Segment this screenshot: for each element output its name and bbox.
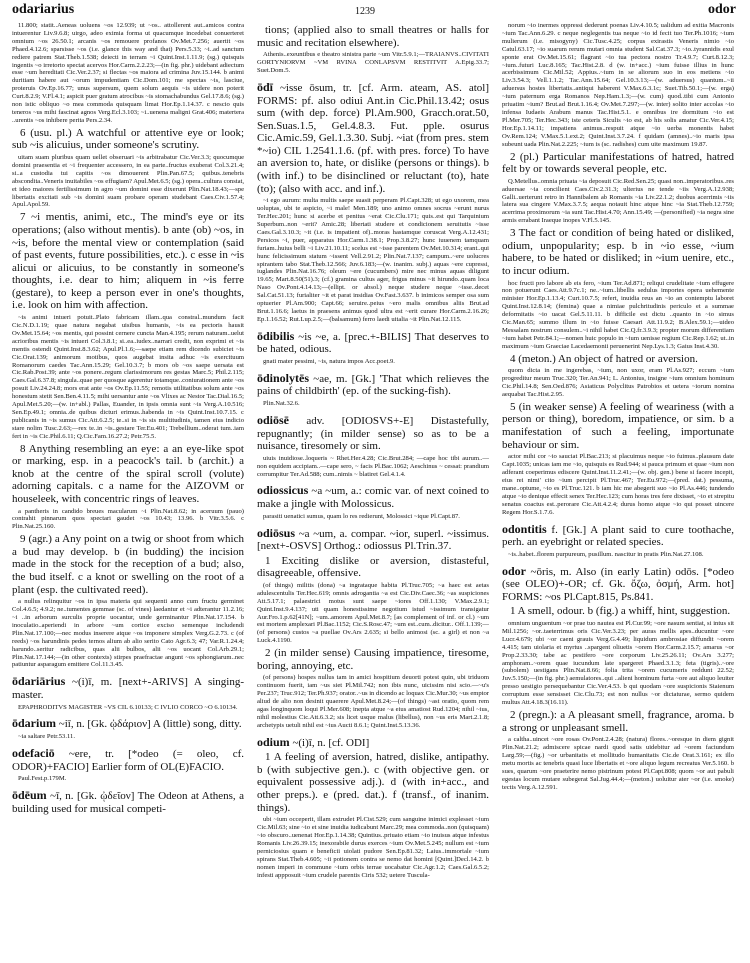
- sense-definition: 2 (pl.) Particular manifestations of hatred, hatred felt by or towards several people, etc.: [502, 150, 734, 176]
- sense-definition: 2 (in milder sense) Causing impatience, tiresome, boring, annoying, etc.: [257, 647, 489, 672]
- entry-head: [257, 736, 489, 750]
- dictionary-entry: [257, 484, 489, 520]
- citations: actor mihi cor ~io sauciat Pl.Bac.213; si placuimus neque ~io fuimus..plausum date Capt.1035; unicas iam me ~io, quisquis es Rud.944; si pauca primum et quae ~ium non adferant coeperimus ediscere Quint.Inst.11.2.41;—(w. obj. gen.) bene si facere incepit, eius rei nimi' cito ~ium percipit Pl.Truc.467; Ter.Eu.972;—(pred. dat.) pessuma, mane..optume, ~io es Pl.Truc.121. b iam hic me abegerit suo ~io Pl.As.446; tundendo atque ~io denique effecit senex Ter.Hec.123; cum horas tres fere dixisset, ~io et strepitu senatus coactus est..perorare Cic.Att.4.2.4; durus homo atque ~io qui posset uincere Regem Hor.S.1.7.6.: [502, 453, 734, 516]
- entry-head: [257, 484, 489, 510]
- entry-definition: ~isse ōsum, tr. [cf. Arm. ateam, AS. atol] FORMS: pf. also odiui Ant.in Cic.Phil.13.42; osus sum (with dep. force) Pl.Am.900, Gracch.orat.50, Sen.Suas.1.5, Gel.4.8.3. Fut. pple. osurus Cic.Amic.59, Gel.1.3.30. Subj. ~iat (from pres. stem *~io) CIL 1.2541.1.6. (pf. with pres. force) To have an aversion to, hate, or dislike (persons or things). b (with inf.) to be disinclined or reluctant (to), hate (to); (also with acc. and inf.).: [257, 81, 489, 195]
- citations: Plin.Nat.32.6.: [263, 400, 300, 408]
- dictionary-entry: [12, 747, 244, 783]
- dictionary-entry: [257, 372, 489, 408]
- entry-head: [502, 565, 734, 604]
- citations: ~is animi intueri potuit..Plato fabricam illam..qua constral..mundum facit Cic.N.D.1.19; quae natura negabat uisibus humanis, ~is ea pectoris hausit Ov.Met.15.64; ~os mentis, qui possint cernere cuncta Man.4.195; rerum naturam..uelut acrioribus mentis ~is intueri Col.3.8.1; si..ea..iudex..narrari credit, non exprimi et ~is mentis ostendi Quint.Inst.8.3.62; Apul.Pl.1.6;—saepe etiam rem dicendo subiciet ~is Cic.Orat.139; animorum motibus, quos augebat insita adhuc ~is exercituum Romanorum caedes Tac.Ann.15.29; Gel.10.3.7; b mors ob ~os saepe uersata est Cic.Rab.Post.39; ante ~os ponere..regum clarissimorum res gestas Marc.5; Phil.2.115; Caes.Gal.6.37.8; singula..quae per quosque agerentur totamque..coniurationem ante ~os posuit Liv.24.24.8; mors erat ante ~os Ov.Ep.11.55; remotis utilitatibus solum ante ~os honestum stetit Sen.Ben.4.11.5; mihi uersantur ante ~os Vlixes ac Nestor Tac.Dial.16.5; Apul.Met.5.20;—(w. in+abl.) Pallas, Euander, in ipsis omnia sunt ~is Verg.A.10.516; Sen.Ep.49.1; omnia..de quibus dicturi erimus..habenda in ~is Quint.Inst.10.7.15. c publicanis in ~is sumus Cic.Att.6.2.5; te..si in ~is sis multitudinis, tamen eius indicio stare nolim Tusc.2.63;—rex te..in ~is..gestare Ter.Eu.401; Trebellium..oderat tum..iam fert in ~is Cic.Phil.6.11; Q.Cic.Fam.16.27.2; Petr.75.5.: [12, 314, 244, 440]
- entry-head: [12, 789, 244, 815]
- lemma: ōdibilis: [257, 328, 295, 343]
- citations: 11.800; statit..Aeneas uoluens ~os 12.939; ut ~os.. attollerent aut..amicos contra intuerentur Liv.9.6.8; uirgo, adeo eximia forma ut quacumque incedebat conuerteret omnium ~os 26.50.1; arcanis ~os remouere profanos Ov.Met.7.256; auertit ~os Phaed.4.12.6; sparsisse ~os (i.e. glance this way and that) Pers.5.33; ~i..ad sanctum rediere patrem Stat.Theb.1.538; deiecti in terram ~i Quint.Inst.1.11.9; (sg.) quisquis ingentis ~o irretorto spectat acervos Hor.Carm.2.2.23;—(in fig. phr.) uidebant adiectum esse ~um hereditati Cic.Ver.2.37; si flectas ~os maiora ad crimina Juv.15.144. b animi duritiam habere aut ~orum impudentiam Cic.Dom.101; me spectas ~is, lasciue, proteruis Ov.Ep.16.77; unus supersum, quem solum aequis ~is uidere non poterit Curt.8.2.9; V.Fl.4.1; aspicit puer gratum atrocibus ~is stomachabundus Gel.17.8.6; (sg.) non istic obliquo ~o mea commoda quisquam limat Hor.Ep.1.14.37. c nescio quis teneros ~us mihi fascinat agnos Verg.Ecl.3.103; ~i..uenena maligni Grat.406; matertera ..urentis ~os inhibere perita Pers.2.34.: [12, 22, 244, 124]
- citations: a nullus relinquitur ~os in ipsa materia qui sequenti anno cum fructu germinet Col.4.6.5; 4.9.2; ne..tumentes gemmae (sc. of vines) laedantur et ~i adterantur 11.2.16; ~i ..in arborum surculis proprie uocantur, unde germinantur Plin.Nat.17.154. b inoculatio..aperiendi in arbore ~um cortice exciso semenque includendi Plin.Nat.17.100;—nec modus inserere atque ~os imponere simplex Verg.G.2.73. c (of reeds) ~os harundinis pedes ternos alium ab alio serito Cato Agr.6.3; 47; Var.R.1.24.4; harundo..seritur radicibus, quas alii bulbos, alii ~os uocant Col.Arb.29.1; Plin.Nat.17.144;—(in other contexts) stirpes praefractae angunt ~os sphongiarum..nec patiuntur asparagum emittere Col.11.3.45.: [12, 598, 244, 669]
- citations: uitam suam pluribus quam uellet obseruari ~is arbitrabatur Cic.Ver.3.3; quocumque domini praesentia et ~i frequenter accessero, in ea parte..fructus exuberat Col.3.21.4; si..a custodia tui capitis ~os dimouerent Plin.Pan.67.5; quibus..tenebris abscondita..Veneris inuitabiles ~os effugiam? Apul.Met.6.5; (sg.) opera..cultura constat, et ideo maiores fertilissimum in agro ~um domini esse dixerunt Plin.Nat.18.43;—spe libertatis excitati sub ~is domini suam probare operam studebant Caes.Civ.1.57.4; Apul.Apol.59.: [12, 153, 244, 209]
- sense-definition: 1 A feeling of aversion, hatred, dislike, antipathy. b (with subjective gen.). c (with objective gen. or equivalent possessive adj.). d (with in+acc., and other preps.). e (pred. dat.). f (transf., of inanim. things).: [257, 751, 489, 814]
- sense-definition: 1 Exciting dislike or aversion, distasteful, disagreeable, offensive.: [257, 554, 489, 580]
- column-3: [502, 22, 734, 793]
- page-number: 1239: [355, 6, 375, 17]
- entry-definition: ~a ~um, a.: comic var. of next coined to make a jingle with Molossicus.: [257, 485, 489, 511]
- dictionary-entry: [257, 330, 489, 366]
- lemma: odor: [502, 563, 526, 578]
- column-2: [257, 22, 489, 882]
- sense-definition: 5 (in weaker sense) A feeling of weariness (with a person or thing), boredom, impatience, or sim. b a manifestation of such a feeling, importunate behaviour or sim.: [502, 400, 734, 451]
- entry-definition: ~(i)ī, n. [cf. ODI]: [289, 736, 370, 749]
- entry-definition: ~ae, m. [Gk.] 'That which relieves the pains of childbirth' (ep. of the sucking-fish).: [257, 372, 489, 398]
- entry-definition: adv. [ODIOSVS+-E] Distastefully, repugnantly; (in milder sense) so as to be a nuisance, tiresomely or sim.: [257, 414, 489, 453]
- dictionary-entry: [502, 523, 734, 559]
- entry-definition: ~ere, tr. [*odeo (= oleo, cf. ODOR)+FACIO] Earlier form of OL(E)FACIO.: [12, 747, 244, 773]
- page-header: [0, 0, 750, 20]
- sense-definition: 3 The fact or condition of being hated or disliked, odium, unpopularity; esp. b in ~io esse, ~ium habere, to be hated or disliked; in ~ium uenire, etc., to incur odium.: [502, 227, 734, 277]
- sense-definition: 7 ~i mentis, animi, etc., The mind's eye or its operations; (also without mentis). b ante (ob) ~os, in ~is, before the mental view or contemplation (said of past events, future possibilities, etc.). c esse in ~is alicui or alicuius, to be constantly in someone's thoughts, i.e. dear to him; aliquem in ~is ferre (gestare), to keep a person ever in one's thoughts, i.e. look on him with affection.: [12, 211, 244, 312]
- entry-definition: ~is ~e, a. [prec.+-BILIS] That deserves to be hated, odious.: [257, 330, 489, 356]
- citations: ubi ~ium occeperit, illam extrudet Pl.Cist.529; cum sanguine inimici explesset ~ium Cic.Mil.63; sine ~io et sine inuidia iudicabunt Marc.29; mea commoda..non (quisquam) ~io obscuro..uenenat Hor.Ep.1.14.38; Quintius..priuato etiam ~io inuisus atque infestus Romanis Liv.26.39.15; inexorabile durus exerces ~ium Ov.Met.5.245; nullum est ~ium perniciosius quam e beneficii uiolati pudore Sen.Ep.81.32; Laius..immortale ~ium spirans Stat.Theb.4.605; ~ii potionem contra se nemo dat homini [Quint.]Decl.14.2. b nomen imperi in commune ~ium orbis terrae uocabatur Cic.Agr.1.2; Caes.Gal.6.5.2; infesti appposuit ~ium crudele parentis Ciris 532; uetere Tuscula-: [257, 816, 489, 879]
- citations: Q.Metellus..omnia priuata ~ia deposuit Cic.Red.Sen.25; quasi non..imperatoribus..res aduersae ~ia concilient Caes.Civ.2.31.3; ulterius ne tende ~iis Verg.A.12.938; Galli..uerterunt retro in Hannibalem ab Romanis ~ia Liv.22.1.2; duobus acerrimis ~iis latera sua cingere V.Max.3.7.5; aequa notauit hinc atque hinc ~ia Stat.Theb.12.759; acerrima proximorum ~ia sunt Tac.Hist.4.70; Ann.15.49; —(personified) ~ia negra sine armis errabant Iraeque inopes V.Fl.5.145.: [502, 177, 734, 225]
- sense-definition: 2 (pregn.): a A pleasant smell, fragrance, aroma. b a strong or unpleasant smell.: [502, 708, 734, 734]
- dictionary-entry: [12, 717, 244, 741]
- entry-head: [12, 717, 244, 731]
- citations: (of things) militis (dona) ~a ingrataque habita Pl.Truc.705; ~a haec est aetas adulescentulis Ter.Hec.619; omnis adrogantia ~a est Cic.Div.Caec.36; ~as suspiciones Att.5.17.1; palaestrici motus sunt saepe ~iores Off.1.130; V.Max.2.9.1; Quint.Inst.9.4.137; uti quam honestissime negotium istud ~issimum transigatur Aur.Fro.1.p.62[41N]; ~um..amorem Apul.Met.8.7; [as complement of inf. or cl.) ~um est mortem amplexari Pl.Bac.1152; Cic.S.Rosc.47; ~um est..cum..dicitur.. Off.1.139;—(of persons) custos ~a puellae Ov.Ars 2.635; si bello animosi (sc. a girl) et non ~a Luck.4.1190.: [257, 581, 489, 645]
- dictionary-entry: [257, 736, 489, 750]
- entry-head: [257, 81, 489, 195]
- sense-definition: 8 Anything resembling an eye: a an eye-like spot or marking, esp. in a peacock's tail. b (archit.) a knob at the centre of the spiral scroll (volute) adorning capitals. c a name for the AIZOVM or houseleek, with concentric rings of leaves.: [12, 442, 244, 505]
- lemma: odiossicus: [257, 483, 309, 498]
- citations: parasiti uenatici sumus, quam lo res redierunt, Molossici ~ique Pl.Capt.87.: [263, 512, 460, 520]
- lemma: ōdariārius: [12, 674, 66, 689]
- citations: uiuis inuidiose..loqueris ~ Rhet.Her.4.28; Cic.Brut.284; —cape hoc tibi aurum..— non equidem accipiam..—cape sero, ~ facis Pl.Bac.1062; Aeschinus ~ cessat: prandium corrumpitur Ter.Ad.588; cum..nimis ~ blatiret Gel.4.1.4.: [257, 454, 489, 478]
- citations: Paul.Fest.p.179M.: [18, 775, 67, 783]
- lemma: ōdēum: [12, 788, 47, 803]
- entry-head: [12, 747, 244, 773]
- entry-definition: ~ōris, m. Also (in early Latin) odōs. [*odeo (see OLEO)+-OR; cf. Gk. ὄζω, ὀσμή, Arm. hot] FORMS: ~os Pl.Capt.815, Ps.841.: [502, 565, 734, 603]
- lemma: odiōsē: [257, 412, 290, 427]
- citations: hoc fructi pro labore ab eis fero, ~ium Ter.Ad.871; reliqui crudelitate ~ium effugere non potuerunt Caes.Att.9.7c.1; ne..~ium..libellis sedulus importes opera uehemente minister Hor.Ep.1.13.4; Curt.10.7.5; refert, inuidia reus an ~io an contemptu laboret Quint.Inst.12.8.14; (femina) quae a nimiae pulchritudinis periculo et a summae deformitatis ~io uacat Gel.5.11.11. b difficile est dictu ..quanto in ~io simus Cic.Man.65; summo illum in ~io fuisse Caesari Att.11.9.2; B.Alex.59.1;—uideo Messalam nostrum consulem..~i nihil habet Cic.Q.fr.3.9.3; propter morum differentiam ~ium habet Petr.84.1;—nomen huic populo in ~ium uenisse regium Cic.Rep.1.62; ut..in maximum ~ium Graeciae Lacedaemonii peruenerint Nep.Lys.1.3; Gaius Inst.4.30.: [502, 279, 734, 350]
- lemma: odefaciō: [12, 745, 55, 760]
- entry-head: [257, 414, 489, 453]
- citations: a caltha..uincet ~ore rosas Ov.Pont.2.4.28; (natura) flores..~oresque in diem gignit Plin.Nat.21.2; admiscere spicae nardi quod satis uidebitur ad ~orem faciundum Larg.59;—(fig.) ~or urbanitatis et mollitudo humanitatis Cic.de Orat.3.161; ex illo metu mortis ac tenebris quasi luce libertatis et ~ore aliquo legum recreatus Ver.5.160. b sues, quarum ~ore praeterire nemo pistrinum potest Pl.Capt.808; quom ~or aut pabuli egestas locum mutare subegerat Sal.Jug.44.4;—(meton.) uoluitur ater ~or (i.e. smoke) tectis Verg.A.12.591.: [502, 736, 734, 791]
- entry-head: [502, 523, 734, 549]
- entry-head: [12, 675, 244, 701]
- sense-definition: tions; (applied also to small theatres or halls for music and recitation elsewhere).: [257, 24, 489, 49]
- citations: norum ~io inermes oppressi dederunt poenas Liv.4.10.5; ualidum ad exitia Macronis ~ium Tac.Ann.6.29. c neque neglegentis tua neque ~io id fecit tuo Ter.Ph.1016; ~ium mulierum (i.e. misogyny) Cic.Tusc.4.25; corpus exirastis Veneris nimio ~io Catul.63.17; ~io suarum rerum mutari omnia student Sal.Cat.37.3; ~io..tyrannidis exul sponte erat Ov.Met.15.61; flagrant ~io tua pectora nostro Tr.4.9.7; Curt.8.12.3; ~ium..futuri Luc.8.165; Tac.Hist.2.8. d (w. in+acc.) ~ium fuisse illius in hunc acerbissimum Cic.Mil.52; Appius..~ium in se aliorum suo in eos metiens ~io Liv.3.54.3; Vell.1.1.2; Tac.Ann.15.64; Gel.10.3.13;—(w. aduersus) quantum..~ii aduersus hostes libertatis..antiqui haberent V.Max.6.3.1c; Suet.Tib.50.1;—(w. erga) ~ium paternum erga Romanos Nep.Ham.1.3;—(w. cum) quod..tibi cum Antonio priuatim ~ium? Brut.ad Brut.1.16.4; Ov.Met.7.297;—(w. inter) solito inter accolas ~io infensa Iudaeis Arabum manus Tac.Hist.5.1. e omnibus ire dormitum ~io est Pl.Mer.705; Ter.Hec.343; iste ceteris Siculis ~io est, ab his solis amatur Cic.Ver.4.15; Hor.Ep.1.14.11; impatiens animus..respuit atque ~io uerba monentis habet Ov.Rem.124; V.Max.5.1.ext.2; Quint.Inst.3.7.24. f quidam (amnes)..~io maris ipsa subeunt uada Plin.Nat.2.225; ~ium is (sc. radishes) cum uite maximum 19.87.: [502, 22, 734, 148]
- column-1: [12, 22, 244, 817]
- lemma: odium: [257, 734, 290, 749]
- lemma: ōdinolytēs: [257, 370, 310, 385]
- dictionary-entry: [257, 81, 489, 324]
- sense-definition: 6 (usu. pl.) A watchful or attentive eye or look; sub ~is alicuius, under someone's scrutiny.: [12, 126, 244, 152]
- citations: ~ia saltare Petr.53.11.: [18, 733, 75, 741]
- entry-head: [257, 330, 489, 356]
- citations: quom dicta in me ingerebas, ~ium, non uxor, eram Pl.As.927; eccum ~ium progreditur meum Truc.320; Ter.An.941; L. Antonius, insigne ~ium omnium hominum Cic.Phil.14.8; Sen.Oed.876; Asiaticus Polyclitus Patrobios et uetera ~iorum nomina aequabat Tac.Hist.2.95.: [502, 367, 734, 398]
- entry-definition: ~(i)ī, m. [next+-ARIVS] A singing-master.: [12, 676, 244, 701]
- right-running-headword: odor: [708, 2, 736, 17]
- sense-definition: 4 (meton.) An object of hatred or aversion.: [510, 352, 698, 365]
- lemma: odontitis: [502, 521, 547, 536]
- citations: gnati mater pessimi, ~is, natura impos Acc.poet.9.: [263, 357, 395, 365]
- sense-definition: 1 A smell, odour. b (fig.) a whiff, hint, suggestion.: [510, 605, 731, 618]
- dictionary-entry: [12, 675, 244, 711]
- citations: ~is..habet..florem purpureum, pusillum. nascitur in pratis Plin.Nat.27.108.: [508, 550, 704, 558]
- citations: ~i ego aurum: multa multis saepe suasit perperam Pl.Capt.328; ut ego uxorem, mea uoluptas, ubi te aspicio, ~i male! Men.189; uno animo omnes socrus ~erunt nurus Ter.Hec.201; hunc si acerbe et penitus ~erat Cic.Clu.171; quis..est qui Tarquinium Superbum..non ~erit? Amic.28; libertati studere et condicionem seruitutis ~isse Caes.Gal.3.10.3; ~it (i.e. is impatient of)..moras hastamque coruscat Verg.A.12.431; Persicos ~i, puer, apparatus Hor.Carm.1.38.1; Prop.3.8.27; hunc iuuenem tamquam furiam..huius belli ~i Liv.21.10.11; scelus est ~isse parentem Ov.Met.10.314; erant..qui hunc felicissimum statum ~issent Vell.2.91.2; Plin.Nat.7.137; campum..~ere uolucres spirantem tabo Stat.Theb.12.566; Juv.6.183;—(w. inanim. subj.) aquas ~ere cupressi, iuglandes Plin.Nat.16.76; oleum ~ere (cucumbers) mire nec minus aquas diligunt 19.65; Mart.8.50(51).3; (cf.) gramina cultus ager, frigus minus ~it hirundo..quam loca Naso Ov.Pont.4.14.13;—(ellipt. or absol.) neque studere neque ~isse..decet Sal.Cat.51.13; furialiter ~it et parat insidias Ov.Fast.3.637. b inimicos semper osa sum optuerier Pl.Am.900; Capt.66; seruire..peius ~ero malis omnibus aliis Brut.ad Brut.1.16.6; laetus in praesens animus quod ultra est ~erit curare Hor.Carm.2.16.26; Ep.1.16.52; Rut.Lup.2.5;—(balsamum) ferro laedi uitalia ~it Plin.Nat.12.115.: [257, 197, 489, 323]
- entry-definition: ~iī, n. [Gk. ᾠδάριον] A (little) song, ditty.: [56, 718, 242, 731]
- lemma: odiōsus: [257, 525, 296, 540]
- lemma: ōdī: [257, 79, 274, 94]
- entry-definition: f. [Gk.] A plant said to cure toothache, perh. an eyebright or related species.: [502, 523, 734, 549]
- citations: Athenis..exeuntibus e theatro sinistra parte ~um Vitr.5.9.1;—TRAIANVS..CIVITATI GORTYNIORVM ~VM RVINA CONLAPSVM RESTITVIT A.Epig.33.7; Suet.Dom.5.: [257, 51, 489, 74]
- lemma: ōdarium: [12, 716, 57, 731]
- citations: (of persons) hospes nullus tam in amici hospitium deuorti potest quin, ubi triduom continuom fuerit, iam ~us siet Pl.Mil.742; non ibis nunc, uicissim nisi scio.—~u's Per.237; Truc.912; Ter.Ph.937; orator..~us in dicendo ac loquax Cic.Mur.30; ~us emptor aliud de alio non desinit quaerere Apul.Met.8.24;—(of things) ~ast oratio, quom rem agas longinquom loqui Pl.Mer.608; inepta atque ~a eius amatiost Rud.1204; nihil ~ius, nihil molestius Cic.Att.6.3.2; sis licet usque malus (libellus), non ~us eris Mart.2.1.8; archetypis uetuli nihil est ~ius Aucti 8.6.1; Quint.Inst.5.13.36.: [257, 674, 489, 729]
- dictionary-entry: [257, 527, 489, 553]
- entry-definition: ~a ~um, a. compar. ~ior, superl. ~issimus. [next+-OSVS] Orthog.: odiossus Pl.Trin.37.: [257, 527, 489, 553]
- dictionary-entry: [257, 414, 489, 479]
- entry-definition: ~ī, n. [Gk. ᾠδεῖον] The Odeon at Athens, a building used for musical competi-: [12, 790, 244, 815]
- dictionary-entry: [12, 789, 244, 815]
- entry-head: [257, 527, 489, 553]
- left-running-headword: odariarius: [12, 2, 75, 17]
- entry-head: [257, 372, 489, 398]
- sense-definition: 9 (agr.) a Any point on a twig or shoot from which a bud may develop. b (in budding) the incision made in the stock for the reception of a bud; also, the bud itself. c a knot or swelling on the root of a plant (esp. the cultivated reed).: [12, 533, 244, 596]
- citations: omnium unguentum ~or prae tuo nautea est Pl.Cur.99; ~ore nasum sentiat, si intus sit Mil.1256; ~or..taeterrimus oris Cic.Ver.3.23; per auras mellis apes..ducuntur ~ore Lucr.4.679; ubi ~or caeni grauis Verg.G.4.49; liquidum ambrosiae diffundit ~orem 4.415; tam uiolaria et myrtus ..spargent oliuetis ~orem Hor.Carm.2.15.7; amarus ~or Prop.2.33.30; tabe ac pestifero ~ore corporum Liv.25.26.11; Ov.Ars 3.277; amphoram..~orem quae iucundum late spargeret Phaed.3.1.3; feta (tigris)..~ore (subolem) uestigans Plin.Nat.8.66; folia trita ~orem cucumeris reddunt 22.52; Juv.5.150;—(in fig. phr.) aemulatores..qui ..alieni hominum furta ~ore aut aliquo leuiter presso uestigio persequebantur Cic.Ver.4.53. b qui quodam ~ore suspicionis Staienum corruptum esse sensisset Cic.Clu.73; est non nullus ~or dictaturae, sermo quidem multus Att.4.18.3(16.11).: [502, 619, 734, 707]
- dictionary-entry: [502, 565, 734, 604]
- citations: a pantheris in candido breues macularum ~i Plin.Nat.8.62; in aceruum (pauo) contrahit pinnarum quos spectari gaudet ~os 10.43; 13.96. b Vitr.3.5.6. c Plin.Nat.25.160.: [12, 507, 244, 531]
- citations: EPAPHRODITVS MAGISTER ~VS CIL 6.10133; C IVLIO CORCO ~O 6.10134.: [18, 703, 238, 711]
